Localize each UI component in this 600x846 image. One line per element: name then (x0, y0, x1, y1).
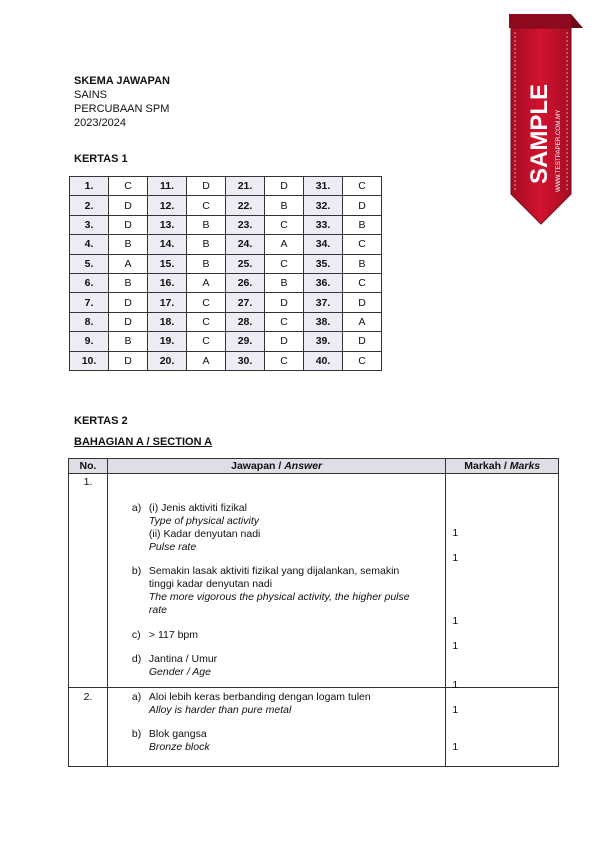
q1-b-line2: tinggi kadar denyutan nadi (148, 578, 273, 590)
answer-letter: C (343, 351, 382, 370)
q1-a-line3: (ii) Kadar denyutan nadi (148, 528, 261, 540)
table-row (70, 196, 382, 215)
q2-a-line2: Alloy is harder than pure metal (148, 704, 292, 716)
answer-letter: C (265, 312, 304, 331)
col-header-answer (107, 459, 445, 474)
document-header (74, 74, 170, 130)
answer-letter: C (109, 177, 148, 196)
col-header-answer-ms: Jawapan / (231, 460, 285, 472)
answer-letter: D (265, 177, 304, 196)
col-header-marks-ms: Markah / (464, 460, 510, 472)
answer-letter: B (187, 254, 226, 273)
q2-number-cell (69, 688, 108, 767)
question-number: 6. (70, 273, 109, 292)
question-number: 8. (70, 312, 109, 331)
question-number: 17. (148, 293, 187, 312)
answer-letter: B (343, 215, 382, 234)
question-number: 13. (148, 215, 187, 234)
q2-marks-cell (446, 688, 559, 767)
q2-number: 2. (83, 691, 93, 703)
question-number: 20. (148, 351, 187, 370)
sample-ribbon (509, 14, 583, 230)
question-number: 39. (304, 332, 343, 351)
answer-letter: D (265, 293, 304, 312)
table-row (70, 351, 382, 370)
question-number: 12. (148, 196, 187, 215)
question-number: 24. (226, 235, 265, 254)
q1-mark-1: 1 (452, 527, 459, 539)
question-number: 9. (70, 332, 109, 351)
answer-letter: D (109, 215, 148, 234)
ribbon-sample-text: SAMPLE (526, 83, 553, 184)
question-number: 18. (148, 312, 187, 331)
question-number: 26. (226, 273, 265, 292)
q2-b-line1: Blok gangsa (148, 728, 207, 740)
q1-answer-cell (107, 474, 445, 688)
question-number: 29. (226, 332, 265, 351)
q1-c-label: c) (131, 629, 141, 641)
answer-letter: C (265, 254, 304, 273)
question-number: 35. (304, 254, 343, 273)
doc-subject: SAINS (74, 89, 108, 101)
answer-letter: C (187, 196, 226, 215)
question-number: 30. (226, 351, 265, 370)
q2-a-line1: Aloi lebih keras berbanding dengan logam tulen (148, 691, 371, 703)
question-number: 5. (70, 254, 109, 273)
answer-letter: C (343, 273, 382, 292)
col-header-answer-en: Answer (284, 460, 323, 472)
ribbon-url-text: WWW.TESTPAPER.COM.MY (555, 109, 562, 192)
q1-d-label: d) (131, 653, 142, 665)
q1-mark-3: 1 (452, 615, 459, 627)
answer-letter: D (109, 293, 148, 312)
answer-letter: A (187, 273, 226, 292)
answer-letter: B (343, 254, 382, 273)
answer-letter: C (343, 235, 382, 254)
question-number: 10. (70, 351, 109, 370)
answer-letter: C (265, 215, 304, 234)
table-row (70, 254, 382, 273)
answer-letter: A (109, 254, 148, 273)
ribbon-top (509, 14, 571, 28)
table-row (70, 235, 382, 254)
col-header-marks (446, 459, 559, 474)
answer-letter: B (109, 235, 148, 254)
q2-b-line2: Bronze block (148, 741, 210, 753)
q1-a-label: a) (131, 502, 142, 514)
table-row (70, 177, 382, 196)
question-number: 34. (304, 235, 343, 254)
q1-a-line2: Type of physical activity (148, 515, 259, 527)
table-row (70, 215, 382, 234)
question-number: 33. (304, 215, 343, 234)
question-number: 16. (148, 273, 187, 292)
section-a-heading: BAHAGIAN A / SECTION A (74, 436, 213, 448)
kertas1-heading: KERTAS 1 (74, 153, 128, 165)
answer-letter: C (265, 351, 304, 370)
col-header-marks-en: Marks (509, 460, 541, 472)
question-number: 14. (148, 235, 187, 254)
answer-letter: C (187, 293, 226, 312)
table-row (70, 332, 382, 351)
table-row-q2 (69, 688, 559, 767)
question-number: 7. (70, 293, 109, 312)
table-row (70, 273, 382, 292)
answer-letter: B (265, 196, 304, 215)
q1-number-cell (69, 474, 108, 688)
question-number: 28. (226, 312, 265, 331)
question-number: 4. (70, 235, 109, 254)
answer-letter: D (187, 177, 226, 196)
answer-letter: D (109, 351, 148, 370)
q2-a-label: a) (131, 691, 142, 703)
answer-letter: B (265, 273, 304, 292)
q1-mark-4: 1 (452, 640, 459, 652)
question-number: 23. (226, 215, 265, 234)
kertas2-heading: KERTAS 2 (74, 415, 128, 427)
answer-letter: C (187, 332, 226, 351)
question-number: 38. (304, 312, 343, 331)
question-number: 11. (148, 177, 187, 196)
q1-mark-2: 1 (452, 552, 459, 564)
question-number: 2. (70, 196, 109, 215)
q1-d-line2: Gender / Age (148, 666, 211, 678)
question-number: 36. (304, 273, 343, 292)
answer-letter: C (187, 312, 226, 331)
answer-letter: D (265, 332, 304, 351)
doc-title: SKEMA JAWAPAN (74, 75, 170, 87)
answer-letter: B (187, 235, 226, 254)
answer-letter: D (343, 293, 382, 312)
question-number: 1. (70, 177, 109, 196)
question-number: 3. (70, 215, 109, 234)
answer-letter: D (109, 196, 148, 215)
kertas1-answer-table (69, 176, 382, 371)
table-row-q1 (69, 474, 559, 688)
answer-letter: D (343, 196, 382, 215)
question-number: 22. (226, 196, 265, 215)
question-number: 31. (304, 177, 343, 196)
question-number: 19. (148, 332, 187, 351)
question-number: 15. (148, 254, 187, 273)
question-number: 40. (304, 351, 343, 370)
doc-exam: PERCUBAAN SPM (74, 103, 170, 115)
q1-b-label: b) (131, 565, 142, 577)
table-row (70, 293, 382, 312)
answer-letter: D (109, 312, 148, 331)
q1-marks-cell (446, 474, 559, 691)
question-number: 25. (226, 254, 265, 273)
q2-answer-cell (107, 688, 445, 767)
question-number: 37. (304, 293, 343, 312)
q1-a-line4: Pulse rate (148, 541, 197, 553)
col-header-no: No. (69, 459, 108, 474)
answer-letter: A (265, 235, 304, 254)
q1-a-line1: (i) Jenis aktiviti fizikal (148, 502, 247, 514)
answer-letter: D (343, 332, 382, 351)
answer-letter: A (187, 351, 226, 370)
answer-letter: B (109, 332, 148, 351)
q2-mark-1: 1 (452, 704, 459, 716)
answer-letter: C (343, 177, 382, 196)
q1-d-line1: Jantina / Umur (148, 653, 218, 665)
q1-c-line1: > 117 bpm (148, 629, 199, 641)
table-row (70, 312, 382, 331)
ribbon-fold (571, 14, 583, 28)
answer-letter: A (343, 312, 382, 331)
q1-b-line3: The more vigorous the physical activity, the higher pulse (148, 591, 410, 603)
question-number: 27. (226, 293, 265, 312)
q1-b-line1: Semakin lasak aktiviti fizikal yang dijalankan, semakin (148, 565, 400, 577)
q2-b-label: b) (131, 728, 142, 740)
q2-mark-2: 1 (452, 741, 459, 753)
doc-year: 2023/2024 (74, 117, 126, 129)
answer-letter: B (187, 215, 226, 234)
kertas2-answer-table (68, 458, 559, 767)
q1-b-line4: rate (148, 604, 167, 616)
q1-number: 1. (83, 476, 93, 488)
question-number: 32. (304, 196, 343, 215)
answer-letter: B (109, 273, 148, 292)
question-number: 21. (226, 177, 265, 196)
q1-mark-5: 1 (452, 679, 459, 691)
